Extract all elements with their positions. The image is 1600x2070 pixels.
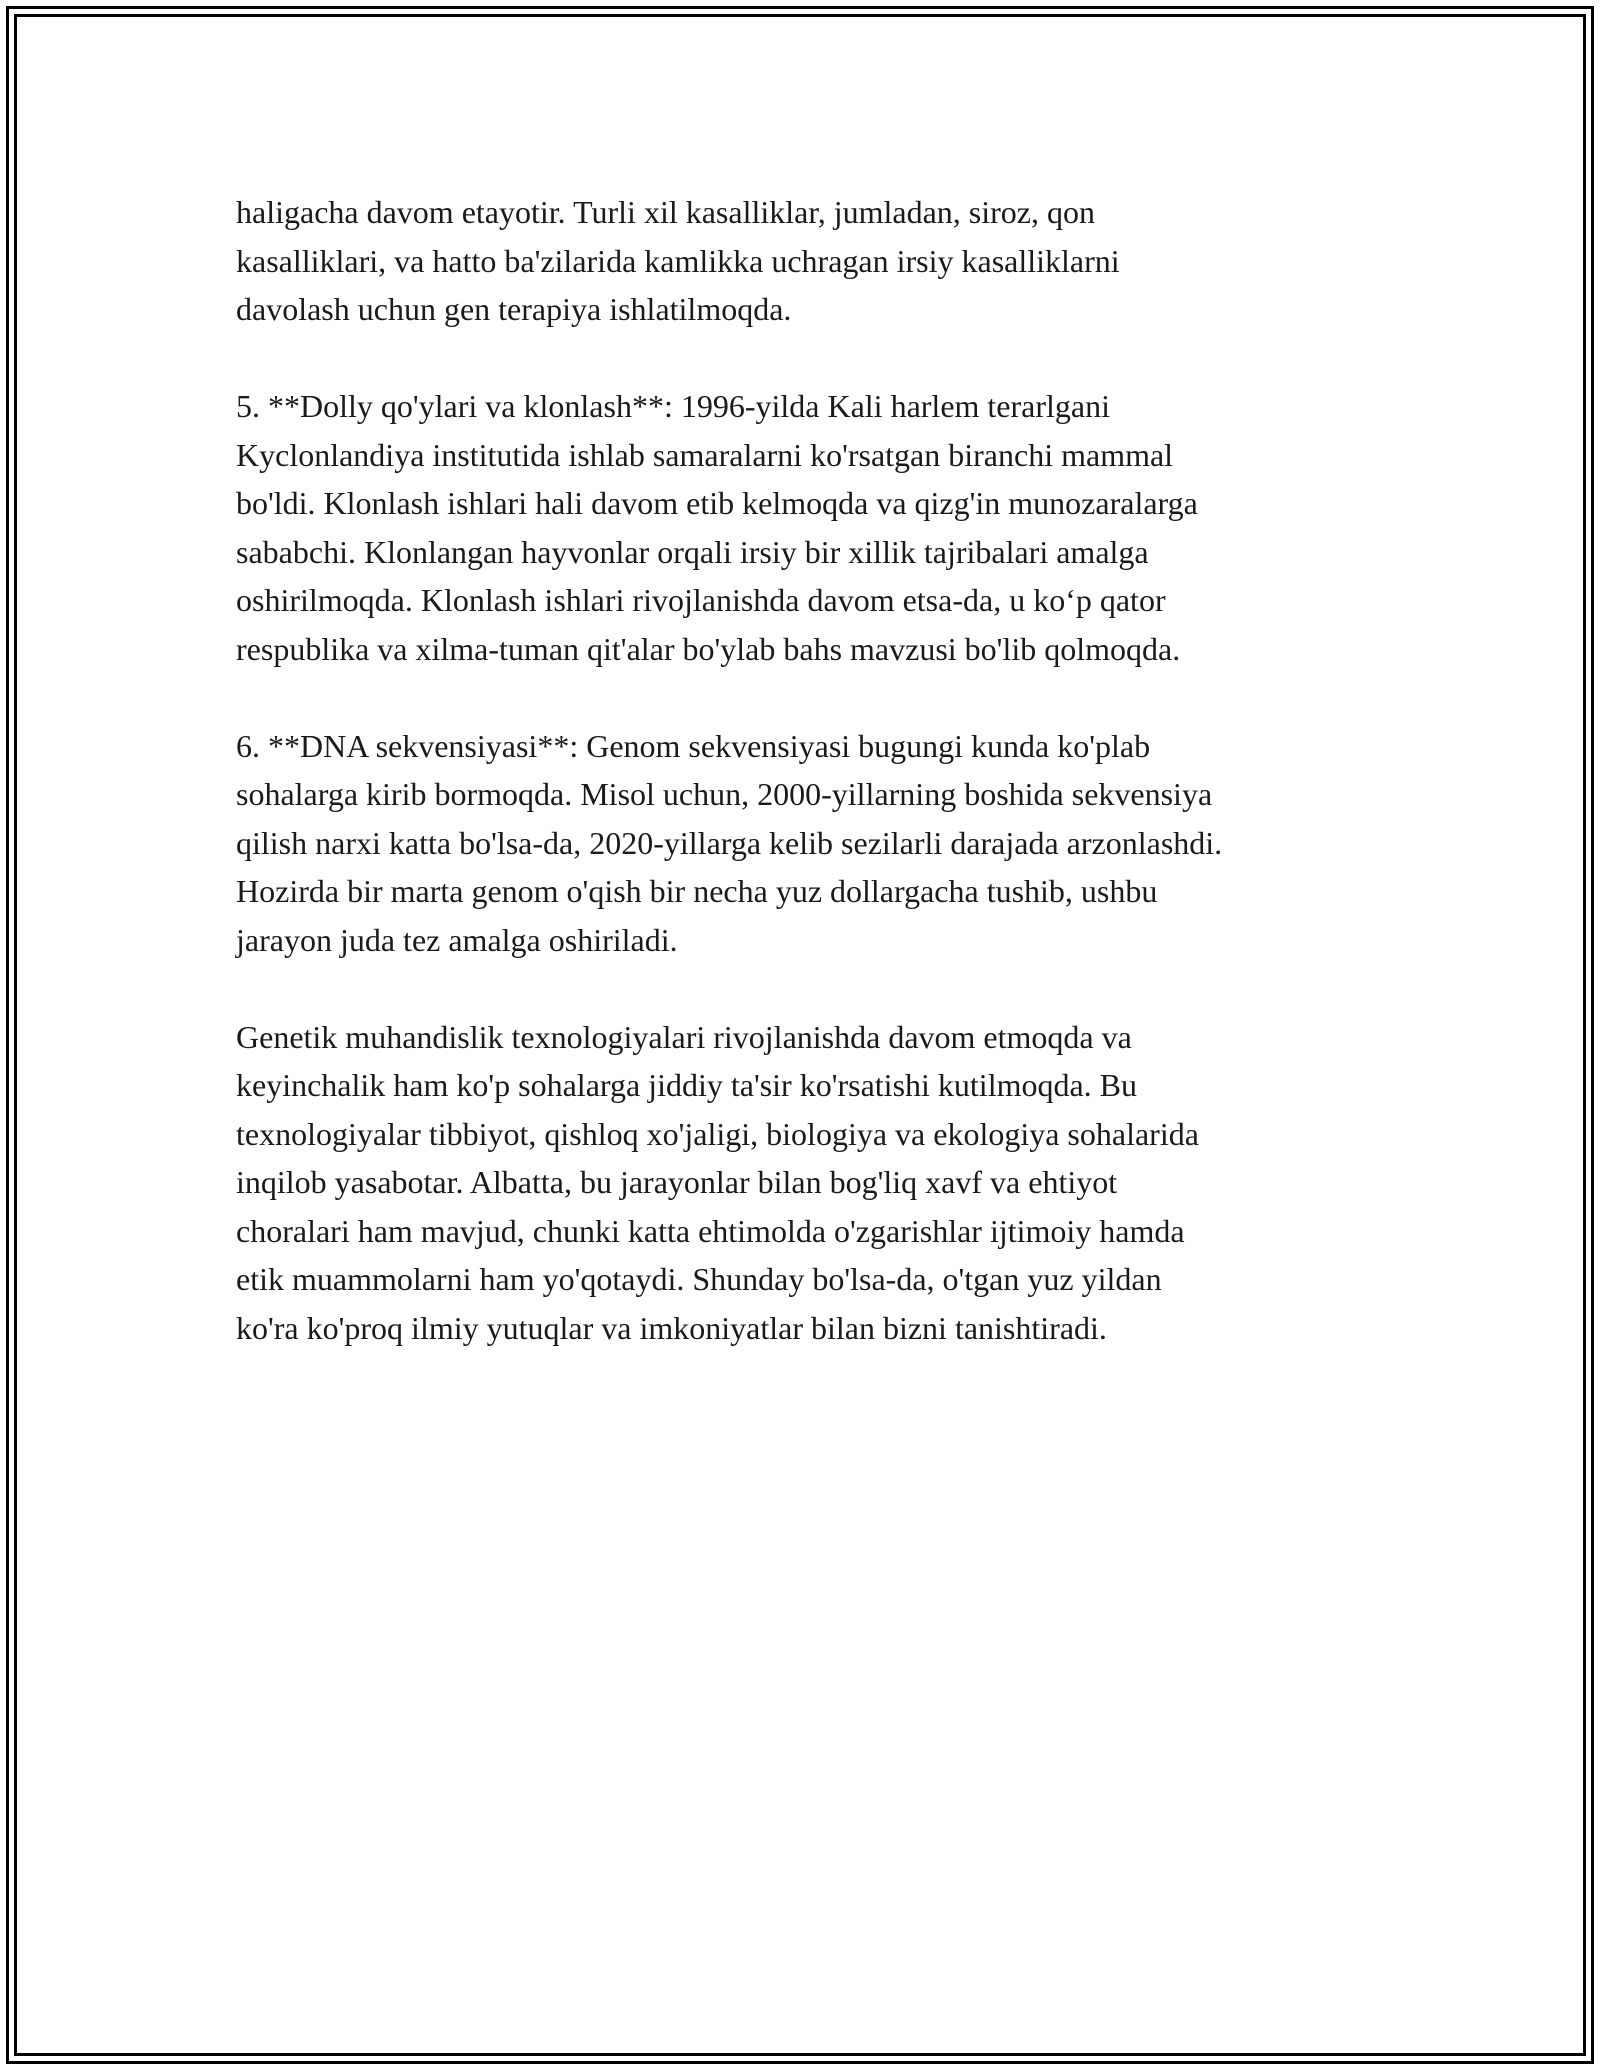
- text-line: 6. **DNA sekvensiyasi**: Genom sekvensiyasi bugungi kunda ko'plab: [236, 727, 1151, 764]
- paragraph-dolly-cloning: [236, 382, 1376, 673]
- text-line: 5. **Dolly qo'ylari va klonlash**: 1996-yilda Kali harlem terarlgani: [236, 388, 1110, 424]
- text-line: qilish narxi katta bo'lsa-da, 2020-yillarga kelib sezilarli darajada arzonlashdi.: [236, 824, 1223, 861]
- text-line: bo'ldi. Klonlash ishlari hali davom etib kelmoqda va qizg'in munozaralarga: [236, 485, 1198, 521]
- text-line: jarayon juda tez amalga oshiriladi.: [236, 921, 678, 958]
- text-line: respublika va xilma-tuman qit'alar bo'ylab bahs mavzusi bo'lib qolmoqda.: [236, 630, 1181, 667]
- text-line: Genetik muhandislik texnologiyalari rivojlanishda davom etmoqda va: [236, 1018, 1132, 1055]
- text-line: haligacha davom etayotir. Turli xil kasalliklar, jumladan, siroz, qon: [236, 194, 1095, 230]
- paragraph-dna-sequencing: [236, 722, 1376, 965]
- paragraph-conclusion: [236, 1013, 1376, 1353]
- text-line: keyinchalik ham ko'p sohalarga jiddiy ta'sir ko'rsatishi kutilmoqda. Bu: [236, 1067, 1138, 1103]
- text-line: sababchi. Klonlangan hayvonlar orqali irsiy bir xillik tajribalari amalga: [236, 533, 1149, 570]
- document-body: [236, 188, 1376, 1401]
- text-line: choralari ham mavjud, chunki katta ehtimolda o'zgarishlar ijtimoiy hamda: [236, 1212, 1185, 1249]
- text-line: texnologiyalar tibbiyot, qishloq xo'jaligi, biologiya va ekologiya sohalarida: [236, 1115, 1199, 1152]
- text-line: kasalliklari, va hatto ba'zilarida kamlikka uchragan irsiy kasalliklarni: [236, 242, 1120, 279]
- text-line: sohalarga kirib bormoqda. Misol uchun, 2000-yillarning boshida sekvensiya: [236, 776, 1213, 812]
- text-line: Hozirda bir marta genom o'qish bir necha yuz dollargacha tushib, ushbu: [236, 873, 1158, 909]
- text-line: Kyclonlandiya institutida ishlab samaralarni ko'rsatgan biranchi mammal: [236, 436, 1174, 473]
- text-line: oshirilmoqda. Klonlash ishlari rivojlanishda davom etsa-da, u ko‘p qator: [236, 582, 1166, 618]
- text-line: inqilob yasabotar. Albatta, bu jarayonlar bilan bog'liq xavf va ehtiyot: [236, 1164, 1118, 1200]
- paragraph-gene-therapy: [236, 188, 1376, 334]
- text-line: ko'ra ko'proq ilmiy yutuqlar va imkoniyatlar bilan bizni tanishtiradi.: [236, 1309, 1107, 1346]
- text-line: etik muammolarni ham yo'qotaydi. Shunday bo'lsa-da, o'tgan yuz yildan: [236, 1261, 1162, 1297]
- text-line: davolash uchun gen terapiya ishlatilmoqda.: [236, 291, 792, 327]
